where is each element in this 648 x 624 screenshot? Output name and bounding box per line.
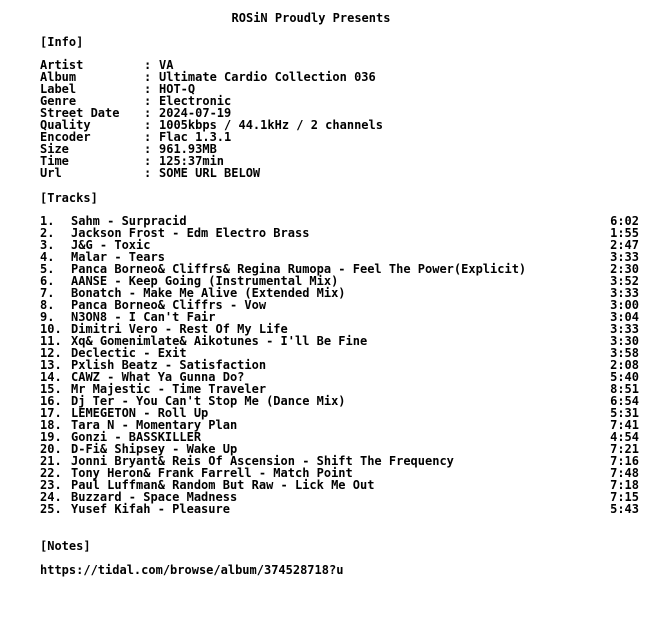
track-number: 5.	[40, 262, 55, 276]
info-key: Genre	[40, 94, 77, 108]
track-title: Panca Borneo& Cliffrs& Regina Rumopa - Feel The Power(Explicit)	[71, 262, 527, 276]
track-number: 14.	[40, 370, 62, 384]
track-number: 17.	[40, 406, 62, 420]
track-number: 15.	[40, 382, 62, 396]
info-key: Album	[40, 70, 77, 84]
info-value: 2024-07-19	[159, 106, 232, 120]
track-title: Tony Heron& Frank Farrell - Match Point	[71, 466, 353, 480]
track-duration: 5:31	[610, 406, 639, 420]
track-duration: 7:21	[610, 442, 639, 456]
info-row-url	[40, 166, 261, 180]
track-number: 12.	[40, 346, 62, 360]
track-number: 19.	[40, 430, 62, 444]
track-title: Tara N - Momentary Plan	[71, 418, 238, 432]
track-number: 9.	[40, 310, 55, 324]
info-value: 961.93MB	[159, 142, 217, 156]
info-separator: :	[144, 106, 152, 120]
track-title: Panca Borneo& Cliffrs - Vow	[71, 298, 267, 312]
track-title: Mr Majestic - Time Traveler	[71, 382, 267, 396]
track-duration: 3:33	[610, 286, 639, 300]
tracks-heading: [Tracks]	[40, 191, 98, 205]
info-key: Street Date	[40, 106, 120, 120]
info-separator: :	[144, 118, 152, 132]
info-value: Flac 1.3.1	[159, 130, 232, 144]
track-number: 11.	[40, 334, 62, 348]
track-number: 6.	[40, 274, 55, 288]
track-number: 25.	[40, 502, 62, 516]
track-title: Xq& Gomenimlate& Aikotunes - I'll Be Fine	[71, 334, 368, 348]
track-duration: 3:00	[610, 298, 639, 312]
track-duration: 6:54	[610, 394, 639, 408]
info-separator: :	[144, 130, 152, 144]
track-duration: 3:33	[610, 322, 639, 336]
info-key: Label	[40, 82, 77, 96]
info-separator: :	[144, 142, 152, 156]
info-value: VA	[159, 58, 174, 72]
track-duration: 7:16	[610, 454, 639, 468]
track-number: 18.	[40, 418, 62, 432]
info-separator: :	[144, 166, 152, 180]
track-duration: 7:48	[610, 466, 639, 480]
track-duration: 4:54	[610, 430, 639, 444]
track-duration: 3:30	[610, 334, 639, 348]
track-title: Bonatch - Make Me Alive (Extended Mix)	[71, 286, 346, 300]
track-number: 16.	[40, 394, 62, 408]
track-duration: 3:58	[610, 346, 639, 360]
info-value: SOME URL BELOW	[159, 166, 261, 180]
info-value: Ultimate Cardio Collection 036	[159, 70, 376, 84]
track-title: Declectic - Exit	[71, 346, 187, 360]
track-number: 21.	[40, 454, 62, 468]
info-value: 1005kbps / 44.1kHz / 2 channels	[159, 118, 383, 132]
info-separator: :	[144, 154, 152, 168]
info-table	[40, 58, 383, 180]
track-list	[40, 215, 640, 515]
track-duration: 7:41	[610, 418, 639, 432]
info-separator: :	[144, 70, 152, 84]
track-number: 3.	[40, 238, 55, 252]
info-key: Encoder	[40, 130, 91, 144]
track-duration: 2:47	[610, 238, 639, 252]
track-number: 24.	[40, 490, 62, 504]
track-title: Malar - Tears	[71, 250, 165, 264]
track-title: J&G - Toxic	[71, 238, 151, 252]
track-number: 20.	[40, 442, 62, 456]
track-duration: 2:30	[610, 262, 639, 276]
info-separator: :	[144, 94, 152, 108]
track-duration: 3:04	[610, 310, 639, 324]
info-value: HOT-Q	[159, 82, 196, 96]
track-title: Dj Ter - You Can't Stop Me (Dance Mix)	[71, 394, 346, 408]
track-title: Jonni Bryant& Reis Of Ascension - Shift The Frequency	[71, 454, 454, 468]
info-value: Electronic	[159, 94, 232, 108]
info-key: Url	[40, 166, 62, 180]
info-key: Artist	[40, 58, 84, 72]
track-duration: 7:15	[610, 490, 639, 504]
info-key: Quality	[40, 118, 91, 132]
track-title: Pxlish Beatz - Satisfaction	[71, 358, 267, 372]
notes-heading: [Notes]	[40, 539, 91, 553]
track-number: 23.	[40, 478, 62, 492]
track-duration: 7:18	[610, 478, 639, 492]
track-duration: 5:43	[610, 502, 639, 516]
track-title: LEMEGETON - Roll Up	[71, 406, 209, 420]
track-duration: 5:40	[610, 370, 639, 384]
track-number: 13.	[40, 358, 62, 372]
track-title: D-Fi& Shipsey - Wake Up	[71, 442, 238, 456]
track-title: AANSE - Keep Going (Instrumental Mix)	[71, 274, 339, 288]
track-number: 7.	[40, 286, 55, 300]
track-number: 22.	[40, 466, 62, 480]
track-number: 1.	[40, 214, 55, 228]
info-key: Time	[40, 154, 69, 168]
track-title: CAWZ - What Ya Gunna Do?	[71, 370, 245, 384]
track-duration: 3:52	[610, 274, 639, 288]
track-duration: 6:02	[610, 214, 639, 228]
track-title: Sahm - Surpracid	[71, 214, 187, 228]
track-title: Dimitri Vero - Rest Of My Life	[71, 322, 288, 336]
info-separator: :	[144, 82, 152, 96]
track-number: 10.	[40, 322, 62, 336]
track-number: 4.	[40, 250, 55, 264]
info-heading: [Info]	[40, 35, 84, 49]
track-duration: 2:08	[610, 358, 639, 372]
track-duration: 1:55	[610, 226, 639, 240]
track-duration: 3:33	[610, 250, 639, 264]
info-key: Size	[40, 142, 69, 156]
release-title: ROSiN Proudly Presents	[231, 11, 391, 25]
track-duration: 8:51	[610, 382, 639, 396]
track-title: Yusef Kifah - Pleasure	[71, 502, 230, 516]
notes-url[interactable]: https://tidal.com/browse/album/374528718?u	[40, 563, 344, 577]
track-title: Paul Luffman& Random But Raw - Lick Me Out	[71, 478, 375, 492]
track-title: Jackson Frost - Edm Electro Brass	[71, 226, 310, 240]
track-title: Gonzi - BASSKILLER	[71, 430, 202, 444]
track-title: N3ON8 - I Can't Fair	[71, 310, 216, 324]
track-row	[40, 503, 640, 515]
track-title: Buzzard - Space Madness	[71, 490, 238, 504]
info-separator: :	[144, 58, 152, 72]
track-number: 2.	[40, 226, 55, 240]
track-number: 8.	[40, 298, 55, 312]
info-value: 125:37min	[159, 154, 225, 168]
